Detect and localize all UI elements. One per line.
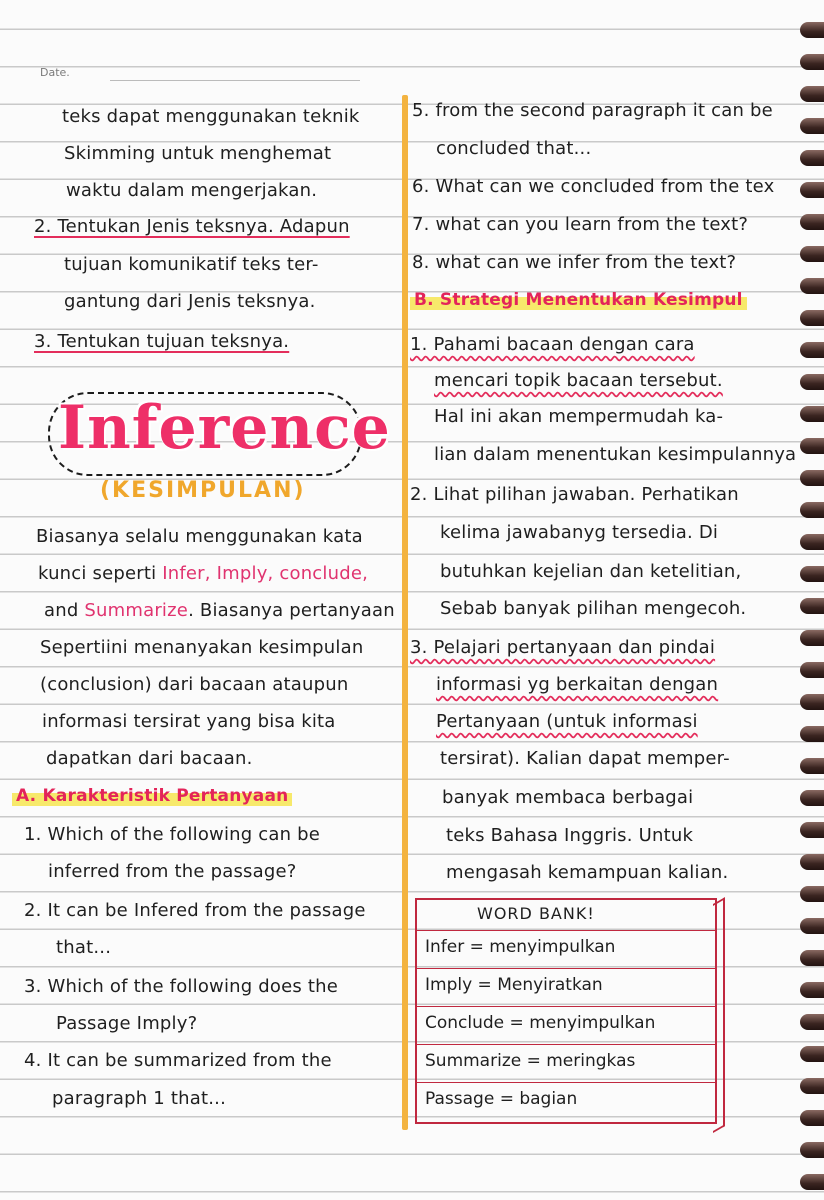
strategy-line-7: butuhkan kejelian dan ketelitian, [440,561,742,582]
para-continue: . Biasanya pertanyaan [188,600,395,621]
spiral-ring [800,342,824,358]
word-bank-title: WORD BANK! [477,904,595,923]
spiral-ring [800,310,824,326]
spiral-ring [800,502,824,518]
para-line-1: Biasanya selalu menggunakan kata [36,526,363,547]
right-line-3: 6. What can we concluded from the tex [412,176,775,197]
strategy-line-14: teks Bahasa Inggris. Untuk [446,825,694,846]
spiral-ring [800,1014,824,1030]
strategy-line-1: 1. Pahami bacaan dengan cara [410,334,695,355]
date-line [110,80,360,81]
right-line-5: 8. what can we infer from the text? [412,252,737,273]
column-divider [402,95,408,1130]
date-label: Date. [40,66,70,79]
inference-title: Inference [58,393,391,463]
spiral-ring [800,470,824,486]
spiral-ring [800,374,824,390]
list-line-7: 4. It can be summarized from the [24,1050,332,1071]
left-line-7: 3. Tentukan tujuan teksnya. [34,331,290,352]
word-bank-row [417,930,715,968]
spiral-ring [800,726,824,742]
spiral-ring [800,1046,824,1062]
spiral-ring [800,182,824,198]
spiral-ring [800,246,824,262]
right-line-1: 5. from the second paragraph it can be [412,100,773,121]
word-bank-entry: Passage = bagian [425,1089,578,1109]
section-b-heading: B. Strategi Menentukan Kesimpul [410,290,747,310]
word-bank-row [417,1006,715,1044]
strategy-line-15: mengasah kemampuan kalian. [446,862,729,883]
spiral-ring [800,950,824,966]
left-line-1: teks dapat menggunakan teknik [62,106,360,127]
word-bank-entry: Summarize = meringkas [425,1051,636,1071]
spiral-ring [800,54,824,70]
left-line-6: gantung dari Jenis teksnya. [64,291,316,312]
right-line-4: 7. what can you learn from the text? [412,214,749,235]
para-line-7: dapatkan dari bacaan. [46,748,253,769]
spiral-ring [800,118,824,134]
spiral-ring [800,566,824,582]
spiral-ring [800,918,824,934]
list-line-4: that... [56,937,112,958]
inference-subtitle: (KESIMPULAN) [100,478,306,503]
para-summarize: Summarize [84,600,189,621]
spiral-ring [800,854,824,870]
para-line-2 [38,563,368,584]
para-line-4: Sepertiini menanyakan kesimpulan [40,637,364,658]
left-line-5: tujuan komunikatif teks ter- [64,254,319,275]
word-bank-entry: Conclude = menyimpulkan [425,1013,656,1033]
spiral-ring [800,694,824,710]
strategy-line-6: kelima jawabanyg tersedia. Di [440,522,719,543]
strategy-line-13: banyak membaca berbagai [442,787,694,808]
spiral-ring [800,598,824,614]
strategy-line-9: 3. Pelajari pertanyaan dan pindai [410,637,716,658]
para-keywords: Infer, Imply, conclude, [162,563,369,584]
word-bank-entry: Infer = menyimpulkan [425,937,616,957]
strategy-line-11: Pertanyaan (untuk informasi [436,711,698,732]
left-line-4: 2. Tentukan Jenis teksnya. Adapun [34,216,350,237]
spiral-ring [800,822,824,838]
word-bank-row [417,1082,715,1120]
strategy-line-12: tersirat). Kalian dapat memper- [440,748,730,769]
spiral-ring [800,534,824,550]
spiral-ring [800,790,824,806]
left-line-2: Skimming untuk menghemat [64,143,332,164]
right-line-2: concluded that... [436,138,592,159]
para-line-3 [44,600,395,621]
list-line-5: 3. Which of the following does the [24,976,339,997]
spiral-ring [800,758,824,774]
spiral-ring [800,278,824,294]
spiral-ring [800,1078,824,1094]
spiral-ring [800,150,824,166]
strategy-line-3: Hal ini akan mempermudah ka- [434,406,724,427]
spiral-ring [800,662,824,678]
word-bank [415,898,717,1124]
strategy-line-10: informasi yg berkaitan dengan [436,674,719,695]
para-and: and [44,600,79,621]
list-line-2: inferred from the passage? [48,861,297,882]
list-line-8: paragraph 1 that... [52,1088,226,1109]
spiral-ring [800,22,824,38]
strategy-line-4: lian dalam menentukan kesimpulannya [434,444,797,465]
para-line-5: (conclusion) dari bacaan ataupun [40,674,349,695]
spiral-ring [800,86,824,102]
spiral-ring [800,630,824,646]
spiral-ring [800,406,824,422]
word-bank-row [417,1044,715,1082]
list-line-6: Passage Imply? [56,1013,198,1034]
spiral-ring [800,438,824,454]
strategy-line-2: mencari topik bacaan tersebut. [434,370,723,391]
word-bank-row [417,968,715,1006]
spiral-ring [800,886,824,902]
left-line-3: waktu dalam mengerjakan. [66,180,318,201]
word-bank-entry: Imply = Menyiratkan [425,975,603,995]
spiral-ring [800,214,824,230]
strategy-line-5: 2. Lihat pilihan jawaban. Perhatikan [410,484,739,505]
spiral-ring [800,1142,824,1158]
list-line-3: 2. It can be Infered from the passage [24,900,366,921]
strategy-line-8: Sebab banyak pilihan mengecoh. [440,598,747,619]
para-keyword-intro: kunci seperti [38,563,157,584]
section-a-heading: A. Karakteristik Pertanyaan [12,786,292,806]
spiral-ring [800,1174,824,1190]
para-line-6: informasi tersirat yang bisa kita [42,711,336,732]
spiral-ring [800,982,824,998]
list-line-1: 1. Which of the following can be [24,824,321,845]
spiral-ring [800,1110,824,1126]
